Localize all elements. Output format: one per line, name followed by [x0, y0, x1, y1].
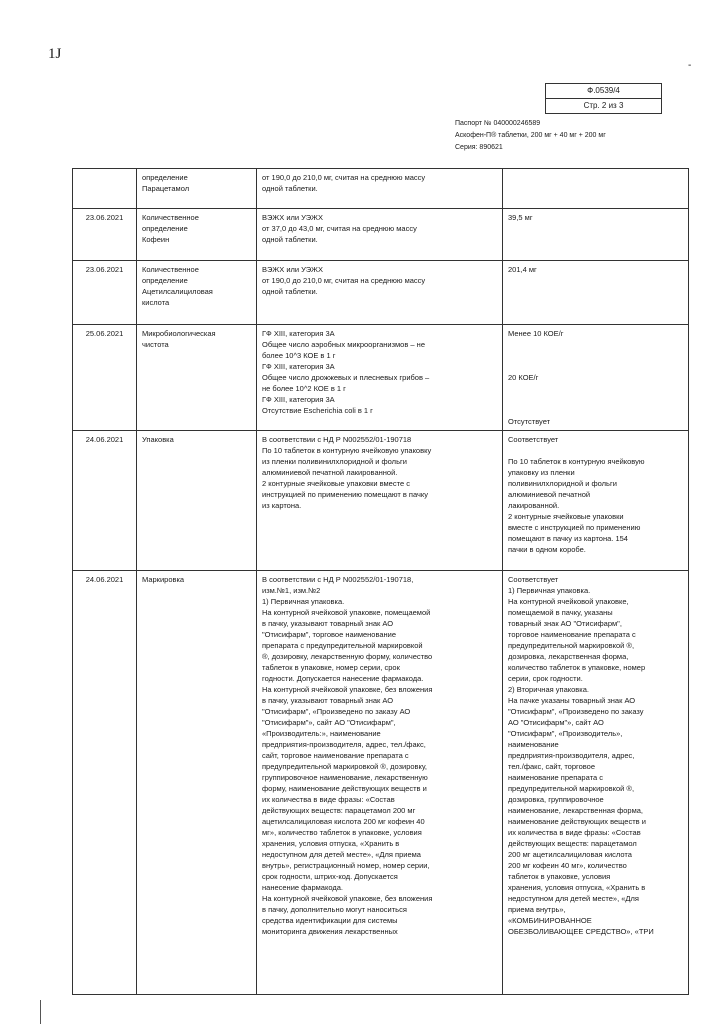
result-line: торговое наименование препарата с [508, 630, 636, 639]
norm-line: 2 контурные ячейковые упаковки вместе с [262, 479, 410, 488]
test-line: Маркировка [142, 575, 185, 584]
result-line: приема внутрь», [508, 905, 566, 914]
test-line: определение [142, 173, 188, 182]
result-line: 2) Вторичная упаковка. [508, 685, 589, 694]
table-row [73, 571, 689, 995]
spacer [508, 445, 683, 456]
result-line: 1) Первичная упаковка. [508, 586, 591, 595]
norm-line: изм.№1, изм.№2 [262, 586, 321, 595]
row-date: 23.06.2021 [73, 261, 137, 325]
row-norm [257, 571, 503, 995]
series-number: Серия: 890621 [455, 144, 503, 151]
table-row [73, 209, 689, 261]
result-line: 20 КОЕ/г [508, 373, 539, 382]
row-test [137, 325, 257, 431]
result-line: "Отисифарм", «Производитель», [508, 729, 623, 738]
row-test [137, 571, 257, 995]
row-date: 24.06.2021 [73, 431, 137, 571]
result-line: пачки в одном коробе. [508, 545, 586, 554]
result-line: лакированной. [508, 501, 560, 510]
test-line: Ацетилсалициловая [142, 287, 213, 296]
result-line: наименование, лекарственная форма, [508, 806, 643, 815]
norm-line: сайт, торговое наименование препарата с [262, 751, 409, 760]
norm-line: хранения, условия отпуска, «Хранить в [262, 839, 400, 848]
norm-line: из картона. [262, 501, 302, 510]
test-line: кислота [142, 298, 170, 307]
row-norm [257, 209, 503, 261]
result-line: наименование [508, 740, 559, 749]
result-line: вместе с инструкцией по применению [508, 523, 641, 532]
result-line: "Отисифарм", «Произведено по заказу [508, 707, 644, 716]
norm-line: в пачку, указывают товарный знак АО [262, 619, 394, 628]
norm-line: предприятия-производителя, адрес, тел./факс, [262, 740, 426, 749]
norm-line: В соответствии с НД Р N002552/01-190718 [262, 435, 412, 444]
table-row [73, 325, 689, 431]
row-result [503, 261, 689, 325]
norm-line: в пачку, дополнительно могут наноситься [262, 905, 407, 914]
norm-line: одной таблетки. [262, 235, 318, 244]
row-test [137, 431, 257, 571]
norm-line: от 190,0 до 210,0 мг, считая на среднюю массу [262, 173, 426, 182]
result-line: действующих веществ: парацетамол [508, 839, 637, 848]
row-test [137, 261, 257, 325]
test-line: определение [142, 276, 188, 285]
norm-line: группировочное наименование, лекарственную [262, 773, 428, 782]
result-line: Соответствует [508, 435, 559, 444]
row-norm [257, 261, 503, 325]
page-number: Стр. 2 из 3 [546, 98, 661, 113]
result-line: По 10 таблеток в контурную ячейковую [508, 457, 645, 466]
result-line: Менее 10 КОЕ/г [508, 329, 564, 338]
result-line: наименование действующих веществ и [508, 817, 646, 826]
norm-line: нанесение фармакода. [262, 883, 343, 892]
norm-line: На контурной ячейковой упаковке, без вложения [262, 894, 433, 903]
result-line: серии, срок годности. [508, 674, 583, 683]
result-line: дозировка, группировочное [508, 795, 604, 804]
test-line: чистота [142, 340, 169, 349]
norm-line: Общее число дрожжевых и плесневых грибов – [262, 373, 430, 382]
norm-line: из пленки поливинилхлоридной и фольги [262, 457, 407, 466]
norm-line: ®, дозировку, лекарственную форму, количество [262, 652, 433, 661]
result-line: предприятия-производителя, адрес, [508, 751, 635, 760]
row-result [503, 209, 689, 261]
product-name: Аскофен-П® таблетки, 200 мг + 40 мг + 200 мг [455, 132, 606, 139]
norm-line: их количества в виде фразы: «Состав [262, 795, 395, 804]
result-line: На пачке указаны товарный знак АО [508, 696, 636, 705]
result-line: Соответствует [508, 575, 559, 584]
norm-line: в пачку, указывают товарный знак АО [262, 696, 394, 705]
row-result [503, 571, 689, 995]
norm-line: "Отисифарм"», сайт АО "Отисифарм", [262, 718, 396, 727]
result-line: помещают в пачку из картона. 154 [508, 534, 628, 543]
row-test [137, 209, 257, 261]
norm-line: мг», количество таблеток в упаковке, условия [262, 828, 422, 837]
row-result [503, 431, 689, 571]
row-test [137, 169, 257, 209]
norm-line: не более 10^2 КОЕ в 1 г [262, 384, 346, 393]
norm-line: Общее число аэробных микроорганизмов – не [262, 340, 425, 349]
table-row [73, 431, 689, 571]
row-date: 23.06.2021 [73, 209, 137, 261]
norm-line: В соответствии с НД Р N002552/01-190718, [262, 575, 414, 584]
result-line: «КОМБИНИРОВАННОЕ [508, 916, 592, 925]
norm-line: 1) Первичная упаковка. [262, 597, 345, 606]
result-line: 200 мг кофеин 40 мг», количество [508, 861, 627, 870]
result-line: 2 контурные ячейковые упаковки [508, 512, 624, 521]
table-row [73, 261, 689, 325]
result-line: тел./факс, сайт, торговое [508, 762, 596, 771]
norm-line: ацетилсалициловая кислота 200 мг кофеин 40 [262, 817, 425, 826]
spacer [508, 339, 683, 372]
row-norm [257, 325, 503, 431]
row-date: 25.06.2021 [73, 325, 137, 431]
spacer [508, 383, 683, 416]
norm-line: «Производитель:», наименование [262, 729, 381, 738]
norm-line: от 190,0 до 210,0 мг, считая на среднюю массу [262, 276, 426, 285]
form-code-box [545, 83, 662, 114]
test-line: Количественное [142, 265, 199, 274]
scan-edge-line [40, 1000, 41, 1024]
result-line: хранения, условия отпуска, «Хранить в [508, 883, 646, 892]
norm-line: действующих веществ: парацетамол 200 мг [262, 806, 416, 815]
result-line: ОБЕЗБОЛИВАЮЩЕЕ СРЕДСТВО», «ТРИ [508, 927, 654, 936]
result-line: количество таблеток в упаковке, номер [508, 663, 646, 672]
result-line: дозировка, лекарственная форма, [508, 652, 629, 661]
norm-line: внутрь», регистрационный номер, номер серии, [262, 861, 430, 870]
norm-line: недоступном для детей месте», «Для приема [262, 850, 421, 859]
norm-line: По 10 таблеток в контурную ячейковую упаковку [262, 446, 432, 455]
norm-line: средства идентификации для системы [262, 916, 398, 925]
norm-line: более 10^3 КОЕ в 1 г [262, 351, 336, 360]
norm-line: На контурной ячейковой упаковке, помещаемой [262, 608, 431, 617]
result-line: их количества в виде фразы: «Состав [508, 828, 641, 837]
norm-line: ГФ XIII, категория 3А [262, 395, 335, 404]
result-line: наименование препарата с [508, 773, 603, 782]
result-line: товарный знак АО "Отисифарм", [508, 619, 622, 628]
result-line: предупредительной маркировкой ®, [508, 641, 635, 650]
result-line: АО "Отисифарм"», сайт АО [508, 718, 604, 727]
norm-line: ГФ XIII, категория 3А [262, 329, 335, 338]
row-result [503, 325, 689, 431]
test-line: определение [142, 224, 188, 233]
norm-line: одной таблетки. [262, 287, 318, 296]
corner-handwritten-mark: 1J [48, 46, 62, 62]
passport-number: Паспорт № 040000246589 [455, 120, 541, 127]
test-line: Количественное [142, 213, 199, 222]
norm-line: "Отисифарм", «Произведено по заказу АО [262, 707, 411, 716]
row-result [503, 169, 689, 209]
result-line: предупредительной маркировкой ®, [508, 784, 635, 793]
result-line: 39,5 мг [508, 213, 533, 222]
form-code: Ф.0539/4 [587, 86, 620, 95]
quality-table [72, 168, 689, 995]
row-norm [257, 169, 503, 209]
result-line: помещаемой в пачку, указаны [508, 608, 613, 617]
result-line: алюминиевой печатной [508, 490, 591, 499]
norm-line: годности. Допускается нанесение фармакода. [262, 674, 424, 683]
row-norm [257, 431, 503, 571]
norm-line: от 37,0 до 43,0 мг, считая на среднюю массу [262, 224, 417, 233]
norm-line: срок годности, штрих-код. Допускается [262, 872, 398, 881]
result-line: недоступном для детей месте», «Для [508, 894, 639, 903]
passport-header [455, 118, 606, 154]
norm-line: предупредительной маркировкой ®, дозировку, [262, 762, 427, 771]
table-row [73, 169, 689, 209]
row-date [73, 169, 137, 209]
result-line: На контурной ячейковой упаковке, [508, 597, 629, 606]
test-line: Упаковка [142, 435, 174, 444]
result-line: Отсутствует [508, 417, 551, 426]
row-date: 24.06.2021 [73, 571, 137, 995]
norm-line: ГФ XIII, категория 3А [262, 362, 335, 371]
test-line: Микробиологическая [142, 329, 216, 338]
result-line: упаковку из пленки [508, 468, 575, 477]
norm-line: инструкцией по применению помещают в пачку [262, 490, 429, 499]
norm-line: Отсутствие Escherichia coli в 1 г [262, 406, 373, 415]
result-line: 201,4 мг [508, 265, 537, 274]
corner-dash-mark: - [688, 60, 692, 71]
norm-line: одной таблетки. [262, 184, 318, 193]
norm-line: препарата с предупредительной маркировкой [262, 641, 423, 650]
norm-line: форму, наименование действующих веществ и [262, 784, 427, 793]
norm-line: алюминиевой печатной лакированной. [262, 468, 398, 477]
norm-line: "Отисифарм", торговое наименование [262, 630, 397, 639]
norm-line: На контурной ячейковой упаковке, без вложения [262, 685, 433, 694]
test-line: Кофеин [142, 235, 170, 244]
result-line: 200 мг ацетилсалициловая кислота [508, 850, 632, 859]
result-line: таблеток в упаковке, условия [508, 872, 611, 881]
norm-line: таблеток в упаковке, номер серии, срок [262, 663, 400, 672]
norm-line: мониторинга движения лекарственных [262, 927, 398, 936]
norm-line: ВЭЖХ или УЭЖХ [262, 213, 323, 222]
test-line: Парацетамол [142, 184, 190, 193]
result-line: поливинилхлоридной и фольги [508, 479, 617, 488]
norm-line: ВЭЖХ или УЭЖХ [262, 265, 323, 274]
